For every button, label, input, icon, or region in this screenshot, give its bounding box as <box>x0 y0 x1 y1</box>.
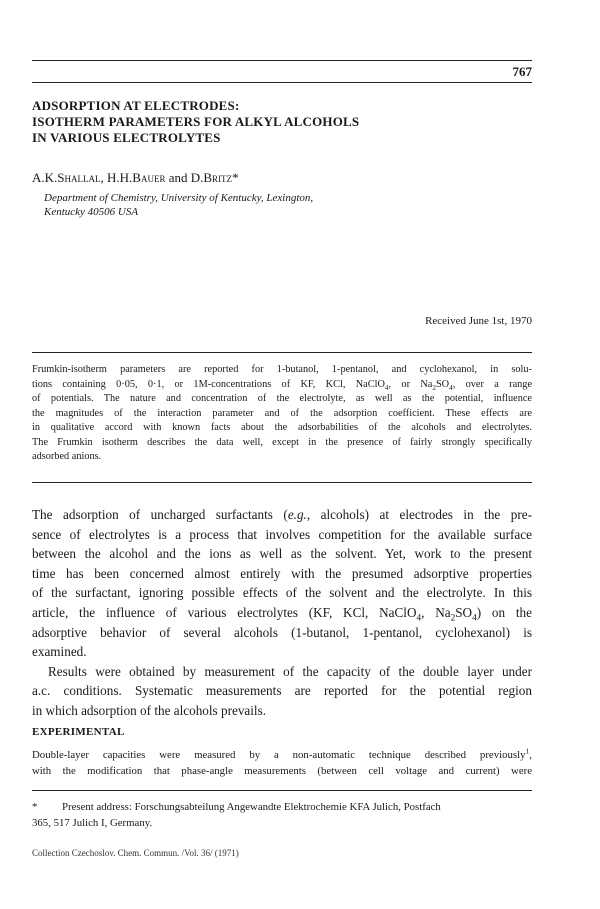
abstract-line: the magnitudes of the interaction parameter and of the adsorption coefficient. These effects are <box>32 407 532 419</box>
footnote <box>32 799 532 831</box>
author-list <box>32 170 239 186</box>
footnote-marker: * <box>232 170 239 185</box>
footnote-line: 365, 517 Julich I, Germany. <box>32 817 153 829</box>
abstract-top-rule <box>32 352 532 353</box>
subscript: 4 <box>472 612 477 623</box>
subscript: 2 <box>450 612 456 623</box>
abstract-line <box>32 378 532 393</box>
body-line: adsorptive behavior of several alcohols (1-butanol, 1-pentanol, cyclohexanol) is <box>32 624 532 640</box>
author-3-surname: Britz <box>203 170 233 185</box>
body-line: between the alcohol and the ions as well as the solvent. Yet, work to the present <box>32 546 532 562</box>
body-line: with the modification that phase-angle measurements (between cell voltage and current) were <box>32 764 532 777</box>
affiliation <box>44 191 464 219</box>
author-2-surname: Bauer <box>132 170 166 185</box>
abstract-line: Frumkin-isotherm parameters are reported for 1-butanol, 1-pentanol, and cyclohexanol, in solu- <box>32 364 532 375</box>
body-line <box>32 603 532 623</box>
author-3-initials: D. <box>190 170 204 185</box>
body-line: Results were obtained by measurement of the capacity of the double layer under <box>48 663 532 679</box>
subscript: 4 <box>384 383 389 392</box>
footnote-line <box>32 799 532 815</box>
body-text: ) on the <box>476 604 532 620</box>
abstract-line: of potentials. The nature and concentration of the electrolyte, as well as the potential, influence <box>32 393 532 404</box>
body-text: The adsorption of uncharged surfactants ( <box>32 507 288 522</box>
molar-symbol: M <box>198 378 208 390</box>
affiliation-line: Kentucky 40506 USA <box>44 206 139 218</box>
body-text: , Na <box>421 604 451 620</box>
title-line: ADSORPTION AT ELECTRODES: <box>32 98 240 113</box>
author-separator: and <box>165 170 191 185</box>
affiliation-line: Department of Chemistry, University of Kentucky, Lexington, <box>44 192 314 204</box>
introduction <box>32 505 532 721</box>
body-text: , alcohols) at electrodes in the pre- <box>306 507 532 522</box>
body-line: of the surfactant, ignoring possible effects of the solvent and the electrolyte. In this <box>32 585 532 601</box>
header-rule <box>32 82 532 83</box>
body-line: time has been concerned almost entirely with the presumed adsorptive properties <box>32 565 532 581</box>
page-number: 767 <box>512 64 532 79</box>
abstract-text: , over a range <box>452 378 533 390</box>
abstract-bottom-rule <box>32 482 532 483</box>
reference-superscript: 1 <box>525 746 530 756</box>
body-text: SO <box>455 604 473 620</box>
body-text-italic: e.g. <box>287 507 307 522</box>
title-line: ISOTHERM PARAMETERS FOR ALKYL ALCOHOLS <box>32 114 360 129</box>
subscript: 2 <box>432 383 436 392</box>
running-footer: Collection Czechoslov. Chem. Commun. /Vol. 36/ (1971) <box>32 848 239 858</box>
abstract-text: , or Na <box>388 378 433 390</box>
title-line: IN VARIOUS ELECTROLYTES <box>32 130 221 145</box>
footnote-marker: * <box>32 801 38 813</box>
subscript: 4 <box>416 612 422 623</box>
section-heading: EXPERIMENTAL <box>32 726 125 738</box>
abstract-line: The Frumkin isotherm describes the data well, except in the presence of fairly strongly specifically <box>32 436 532 448</box>
author-separator: , <box>100 170 108 185</box>
article-title <box>32 98 492 146</box>
author-1-surname: Shallal <box>57 170 101 185</box>
body-text: Double-layer capacities were measured by a non-automatic technique described previously <box>32 749 526 761</box>
top-rule <box>32 60 532 61</box>
body-text: article, the influence of various electrolytes (KF, KCl, NaClO <box>32 604 417 620</box>
abstract-text: SO <box>435 378 450 390</box>
body-line <box>32 748 532 764</box>
abstract-text: -concentrations of KF, KCl, NaClO <box>207 378 385 390</box>
body-text: , <box>529 749 532 761</box>
author-2-initials: H.H. <box>107 170 133 185</box>
author-1-initials: A.K. <box>32 170 58 185</box>
body-line: in which adsorption of the alcohols prevails. <box>32 702 267 718</box>
body-line: examined. <box>32 644 87 660</box>
footnote-text: Present address: Forschungsabteilung Angewandte Elektrochemie KFA Julich, Postfach <box>62 801 441 813</box>
experimental-text <box>32 748 532 779</box>
subscript: 4 <box>449 383 453 392</box>
abstract-line: adsorbed anions. <box>32 451 102 462</box>
abstract <box>32 363 532 465</box>
abstract-text: tions containing 0·05, 0·1, or 1 <box>32 378 199 390</box>
abstract-line: in qualitative accord with known facts about the adsorbabilities of the alcohols and electrolytes. <box>32 422 532 433</box>
body-line <box>32 505 532 525</box>
body-line: a.c. conditions. Systematic measurements are reported for the potential region <box>32 683 532 699</box>
footnote-rule <box>32 790 532 791</box>
received-date: Received June 1st, 1970 <box>425 315 532 327</box>
body-line: sence of electrolytes is a process that involves competition for the available surface <box>32 526 532 542</box>
